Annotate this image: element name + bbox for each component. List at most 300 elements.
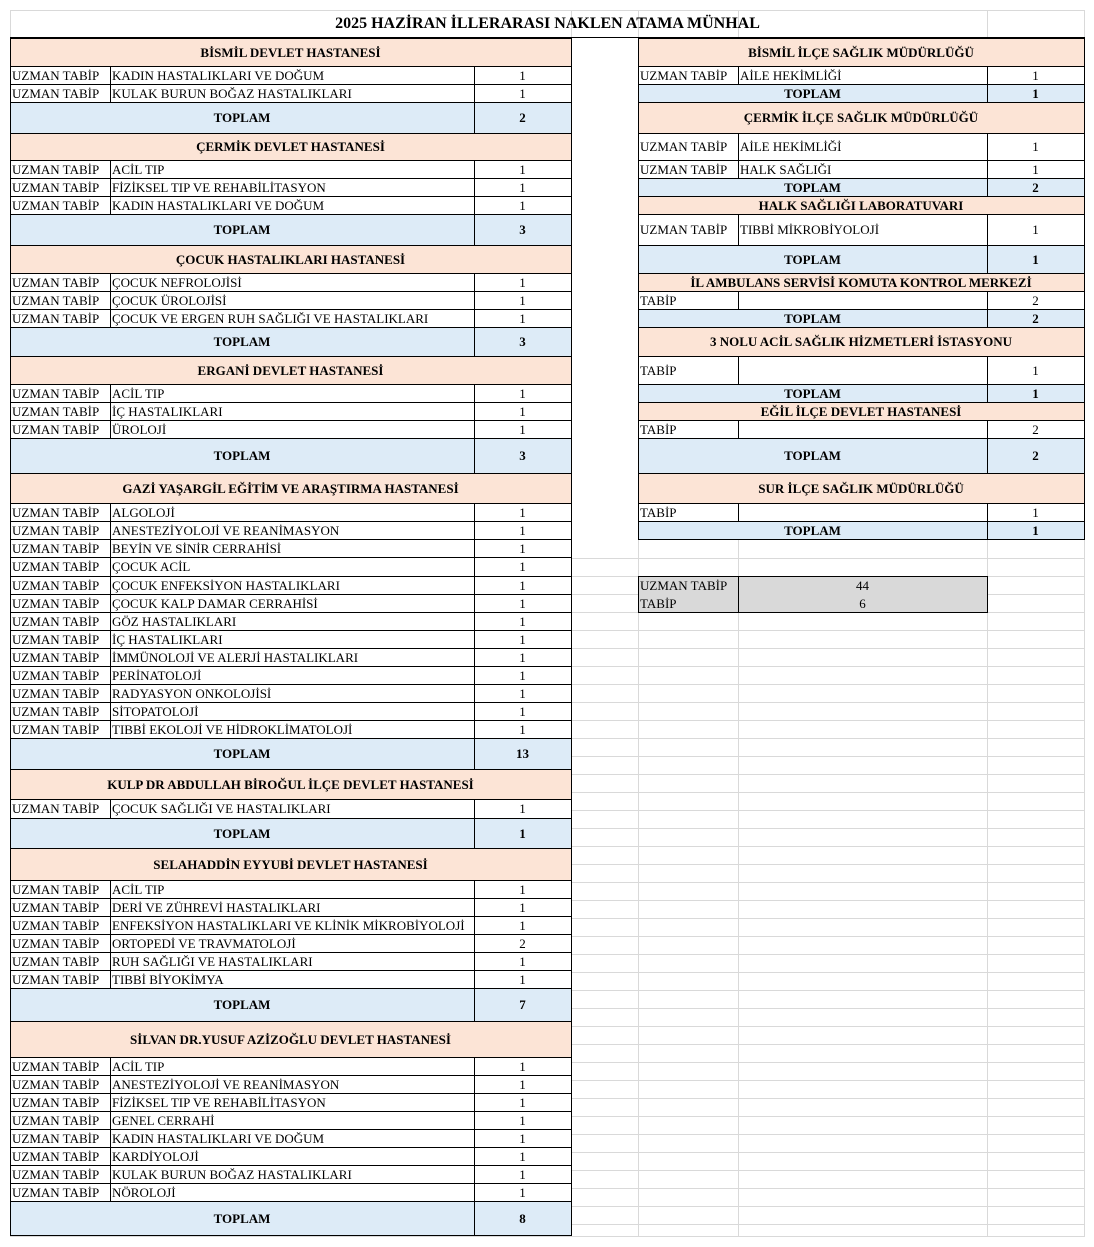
branch-cell[interactable]: ÇOCUK ENFEKSİYON HASTALIKLARI xyxy=(112,577,340,593)
branch-cell[interactable]: FİZİKSEL TIP VE REHABİLİTASYON xyxy=(112,1094,326,1110)
count-cell[interactable]: 1 xyxy=(519,1112,526,1128)
cell-border xyxy=(10,503,11,739)
gridline xyxy=(571,828,1084,829)
cell-border xyxy=(10,848,572,849)
title-cell[interactable]: UZMAN TABİP xyxy=(12,971,100,987)
count-cell[interactable]: 1 xyxy=(519,667,526,683)
cell-border xyxy=(638,214,639,246)
cell-border xyxy=(474,102,475,134)
total-value[interactable]: 3 xyxy=(474,327,571,356)
gridline xyxy=(571,936,1084,937)
cell-border xyxy=(571,799,572,819)
title-cell[interactable]: UZMAN TABİP xyxy=(640,222,728,237)
cell-border xyxy=(1084,402,1085,421)
count-cell[interactable]: 1 xyxy=(519,801,526,816)
gridline xyxy=(571,630,1084,631)
cell-border xyxy=(10,38,11,67)
cell-border xyxy=(474,327,475,357)
count-cell[interactable]: 1 xyxy=(519,1184,526,1200)
title-cell[interactable]: UZMAN TABİP xyxy=(12,595,100,611)
total-value[interactable]: 1 xyxy=(987,384,1084,402)
title-cell[interactable]: TABİP xyxy=(640,362,677,378)
cell-border xyxy=(10,438,11,474)
title-cell[interactable]: UZMAN TABİP xyxy=(12,613,100,629)
count-cell[interactable]: 1 xyxy=(519,613,526,629)
cell-border xyxy=(571,818,572,849)
gridline xyxy=(571,648,1084,649)
cell-border xyxy=(474,438,475,474)
gridline xyxy=(571,810,1084,811)
branch-cell[interactable]: İÇ HASTALIKLARI xyxy=(112,403,223,419)
section-header[interactable]: SİLVAN DR.YUSUF AZİZOĞLU DEVLET HASTANESİ xyxy=(10,1021,571,1057)
count-cell[interactable]: 1 xyxy=(1032,67,1039,83)
summary-value[interactable]: 44 xyxy=(738,576,987,594)
branch-cell[interactable]: GÖZ HASTALIKLARI xyxy=(112,613,237,629)
summary-value[interactable]: 6 xyxy=(738,594,987,612)
count-cell[interactable]: 1 xyxy=(519,522,526,538)
title-cell[interactable]: UZMAN TABİP xyxy=(12,1094,100,1110)
count-cell[interactable]: 1 xyxy=(519,403,526,419)
cell-border xyxy=(638,196,639,215)
section-header[interactable]: ÇERMİK DEVLET HASTANESİ xyxy=(10,133,571,160)
title-cell[interactable]: UZMAN TABİP xyxy=(12,1130,100,1146)
cell-border xyxy=(571,738,572,770)
branch-cell[interactable]: ACİL TIP xyxy=(112,161,165,177)
count-cell[interactable]: 1 xyxy=(519,595,526,611)
title-cell[interactable]: UZMAN TABİP xyxy=(12,631,100,647)
cell-border xyxy=(638,402,639,421)
section-header[interactable]: HALK SAĞLIĞI LABORATUVARI xyxy=(638,196,1084,214)
branch-cell[interactable] xyxy=(738,291,987,309)
cell-border xyxy=(738,291,739,310)
branch-cell[interactable]: ÇOCUK SAĞLIĞI VE HASTALIKLARI xyxy=(112,801,331,816)
branch-cell[interactable]: BEYİN VE SİNİR CERRAHİSİ xyxy=(112,540,282,556)
cell-border xyxy=(1084,420,1085,439)
cell-border xyxy=(571,880,572,989)
total-label[interactable]: TOPLAM xyxy=(638,384,987,402)
cell-border xyxy=(474,738,475,770)
cell-border xyxy=(10,102,11,134)
branch-cell[interactable]: ÇOCUK ACİL xyxy=(112,559,191,574)
total-value[interactable]: 1 xyxy=(474,818,571,848)
branch-cell[interactable]: ANESTEZİYOLOJİ VE REANİMASYON xyxy=(112,522,340,538)
branch-cell[interactable]: SİTOPATOLOJİ xyxy=(112,703,199,719)
total-value[interactable]: 1 xyxy=(987,521,1084,539)
branch-cell[interactable]: DERİ VE ZÜHREVİ HASTALIKLARI xyxy=(112,899,321,915)
count-cell[interactable]: 2 xyxy=(1032,292,1039,308)
cell-border xyxy=(474,799,475,819)
cell-border xyxy=(987,576,988,613)
cell-border xyxy=(638,245,639,274)
section-header[interactable]: BİSMİL DEVLET HASTANESİ xyxy=(10,38,571,66)
cell-border xyxy=(987,309,988,328)
title-cell[interactable]: UZMAN TABİP xyxy=(12,801,100,816)
title-cell[interactable]: UZMAN TABİP xyxy=(12,1076,100,1092)
cell-border xyxy=(987,384,988,403)
count-cell[interactable]: 1 xyxy=(1032,362,1039,378)
title-cell[interactable]: UZMAN TABİP xyxy=(12,1166,100,1182)
title-cell[interactable]: UZMAN TABİP xyxy=(12,899,100,915)
title-cell[interactable]: UZMAN TABİP xyxy=(12,421,100,437)
total-label[interactable]: TOPLAM xyxy=(10,818,474,848)
cell-border xyxy=(571,848,572,881)
title-cell[interactable]: UZMAN TABİP xyxy=(12,1148,100,1164)
cell-border xyxy=(571,66,572,103)
cell-border xyxy=(1084,309,1085,328)
total-value[interactable]: 13 xyxy=(474,738,571,769)
count-cell[interactable]: 1 xyxy=(519,197,526,213)
gridline xyxy=(571,738,1084,739)
cell-border xyxy=(571,214,572,246)
title-cell[interactable]: TABİP xyxy=(640,421,677,437)
title-cell[interactable]: UZMAN TABİP xyxy=(12,385,100,401)
cell-border xyxy=(638,438,639,474)
count-cell[interactable]: 1 xyxy=(519,1076,526,1092)
cell-border xyxy=(571,1201,572,1236)
count-cell[interactable]: 1 xyxy=(1032,504,1039,520)
cell-border xyxy=(638,438,1085,439)
section-header[interactable]: ÇERMİK İLÇE SAĞLIK MÜDÜRLÜĞÜ xyxy=(638,102,1084,133)
branch-cell[interactable]: KARDİYOLOJİ xyxy=(112,1148,199,1164)
cell-border xyxy=(987,503,988,522)
branch-cell[interactable]: TIBBİ EKOLOJİ VE HİDROKLİMATOLOJİ xyxy=(112,721,353,737)
count-cell[interactable]: 1 xyxy=(519,179,526,195)
total-value[interactable]: 7 xyxy=(474,988,571,1021)
cell-border xyxy=(10,738,572,739)
branch-cell[interactable]: ACİL TIP xyxy=(112,1058,165,1074)
gridline xyxy=(571,1134,1084,1135)
cell-border xyxy=(10,1201,572,1202)
title-cell[interactable]: UZMAN TABİP xyxy=(12,649,100,665)
count-cell[interactable]: 1 xyxy=(519,649,526,665)
gridline xyxy=(571,774,1084,775)
count-cell[interactable]: 1 xyxy=(519,917,526,933)
title-cell[interactable]: UZMAN TABİP xyxy=(12,1184,100,1200)
cell-border xyxy=(571,102,572,134)
total-label[interactable]: TOPLAM xyxy=(10,738,474,769)
cell-border xyxy=(110,1057,111,1202)
section-header[interactable]: KULP DR ABDULLAH BİROĞUL İLÇE DEVLET HASTANESİ xyxy=(10,769,571,799)
branch-cell[interactable]: KULAK BURUN BOĞAZ HASTALIKLARI xyxy=(112,85,352,101)
section-header[interactable]: İL AMBULANS SERVİSİ KOMUTA KONTROL MERKEZİ xyxy=(638,273,1084,291)
count-cell[interactable]: 1 xyxy=(519,67,526,83)
total-label[interactable]: TOPLAM xyxy=(10,1201,474,1235)
cell-border xyxy=(638,84,1085,85)
branch-cell[interactable]: ÇOCUK KALP DAMAR CERRAHİSİ xyxy=(112,595,318,611)
title-cell[interactable]: UZMAN TABİP xyxy=(12,504,100,520)
total-value[interactable]: 8 xyxy=(474,1201,571,1235)
gridline xyxy=(571,918,1084,919)
cell-border xyxy=(638,539,1085,540)
cell-border xyxy=(1084,291,1085,310)
count-cell[interactable]: 1 xyxy=(519,577,526,593)
branch-cell[interactable]: RUH SAĞLIĞI VE HASTALIKLARI xyxy=(112,953,313,969)
branch-cell[interactable]: KULAK BURUN BOĞAZ HASTALIKLARI xyxy=(112,1166,352,1182)
count-cell[interactable]: 1 xyxy=(519,85,526,101)
cell-border xyxy=(110,66,111,103)
cell-border xyxy=(571,384,572,439)
gridline xyxy=(571,1026,1084,1027)
cell-border xyxy=(474,1057,475,1202)
count-cell[interactable]: 2 xyxy=(1032,421,1039,437)
branch-cell[interactable]: İMMÜNOLOJİ VE ALERJİ HASTALIKLARI xyxy=(112,649,359,665)
total-label[interactable]: TOPLAM xyxy=(638,84,987,102)
count-cell[interactable]: 1 xyxy=(519,631,526,647)
title-cell[interactable]: UZMAN TABİP xyxy=(12,274,100,290)
branch-cell[interactable]: İÇ HASTALIKLARI xyxy=(112,631,223,647)
count-cell[interactable]: 1 xyxy=(519,292,526,308)
gridline xyxy=(571,1098,1084,1099)
cell-border xyxy=(10,327,572,328)
count-cell[interactable]: 2 xyxy=(519,935,526,951)
cell-border xyxy=(10,356,11,385)
title-cell[interactable]: UZMAN TABİP xyxy=(12,161,100,177)
title-cell[interactable]: UZMAN TABİP xyxy=(12,721,100,737)
cell-border xyxy=(110,503,111,739)
title-cell[interactable]: UZMAN TABİP xyxy=(12,917,100,933)
gridline xyxy=(571,1188,1084,1189)
branch-cell[interactable]: KADIN HASTALIKLARI VE DOĞUM xyxy=(112,1130,325,1146)
branch-cell[interactable]: ACİL TIP xyxy=(112,385,165,401)
branch-cell[interactable]: RADYASYON ONKOLOJİSİ xyxy=(112,685,272,701)
section-header[interactable]: BİSMİL İLÇE SAĞLIK MÜDÜRLÜĞÜ xyxy=(638,38,1084,66)
cell-border xyxy=(638,66,639,85)
cell-border xyxy=(638,84,639,103)
title-cell[interactable]: UZMAN TABİP xyxy=(12,197,100,213)
total-value[interactable]: 3 xyxy=(474,438,571,473)
count-cell[interactable]: 1 xyxy=(519,540,526,556)
branch-cell[interactable]: AİLE HEKİMLİĞİ xyxy=(740,67,842,83)
cell-border xyxy=(638,473,1085,474)
total-label[interactable]: TOPLAM xyxy=(638,521,987,539)
cell-border xyxy=(10,769,572,770)
cell-border xyxy=(10,66,11,103)
cell-border xyxy=(987,84,988,103)
cell-border xyxy=(638,133,639,179)
count-cell[interactable]: 1 xyxy=(519,504,526,520)
branch-cell[interactable]: ÇOCUK ÜROLOJİSİ xyxy=(112,292,227,308)
cell-border xyxy=(1084,356,1085,385)
total-label[interactable]: TOPLAM xyxy=(10,327,474,356)
count-cell[interactable]: 1 xyxy=(519,161,526,177)
title-cell[interactable]: UZMAN TABİP xyxy=(640,161,728,177)
cell-border xyxy=(10,1057,11,1202)
count-cell[interactable]: 1 xyxy=(519,899,526,915)
branch-cell[interactable]: ALGOLOJİ xyxy=(112,504,175,520)
cell-border xyxy=(638,473,639,504)
branch-cell[interactable]: KADIN HASTALIKLARI VE DOĞUM xyxy=(112,67,325,83)
title-cell[interactable]: UZMAN TABİP xyxy=(12,667,100,683)
summary-label[interactable]: TABİP xyxy=(638,594,738,612)
count-cell[interactable]: 1 xyxy=(519,881,526,897)
cell-border xyxy=(10,473,11,504)
count-cell[interactable]: 1 xyxy=(1032,161,1039,177)
cell-border xyxy=(10,133,572,134)
cell-border xyxy=(638,503,639,522)
title-cell[interactable]: UZMAN TABİP xyxy=(12,935,100,951)
cell-border xyxy=(10,473,572,474)
count-cell[interactable]: 1 xyxy=(519,421,526,437)
cell-border xyxy=(738,66,739,85)
total-label[interactable]: TOPLAM xyxy=(10,102,474,133)
cell-border xyxy=(638,102,1085,103)
total-value[interactable]: 2 xyxy=(474,102,571,133)
count-cell[interactable]: 1 xyxy=(519,1148,526,1164)
title-cell[interactable]: UZMAN TABİP xyxy=(12,685,100,701)
branch-cell[interactable]: ACİL TIP xyxy=(112,881,165,897)
gridline xyxy=(571,1062,1084,1063)
count-cell[interactable]: 1 xyxy=(1032,222,1039,237)
cell-border xyxy=(110,799,111,819)
branch-cell[interactable]: TIBBİ BİYOKİMYA xyxy=(112,971,224,987)
title-cell[interactable]: UZMAN TABİP xyxy=(12,67,100,83)
section-header[interactable]: 3 NOLU ACİL SAĞLIK HİZMETLERİ İSTASYONU xyxy=(638,327,1084,356)
count-cell[interactable]: 1 xyxy=(519,703,526,719)
branch-cell[interactable]: KADIN HASTALIKLARI VE DOĞUM xyxy=(112,197,325,213)
cell-border xyxy=(10,245,11,274)
title-cell[interactable]: UZMAN TABİP xyxy=(12,403,100,419)
total-label[interactable]: TOPLAM xyxy=(638,438,987,473)
title-cell[interactable]: UZMAN TABİP xyxy=(640,67,728,83)
branch-cell[interactable]: HALK SAĞLIĞI xyxy=(740,161,832,177)
total-label[interactable]: TOPLAM xyxy=(638,309,987,327)
count-cell[interactable]: 1 xyxy=(519,1166,526,1182)
branch-cell[interactable]: PERİNATOLOJİ xyxy=(112,667,202,683)
gridline xyxy=(571,1080,1084,1081)
title-cell[interactable]: UZMAN TABİP xyxy=(12,559,100,574)
section-header[interactable]: ÇOCUK HASTALIKLARI HASTANESİ xyxy=(10,245,571,273)
section-header[interactable]: SUR İLÇE SAĞLIK MÜDÜRLÜĞÜ xyxy=(638,473,1084,503)
total-label[interactable]: TOPLAM xyxy=(638,178,987,196)
title-cell[interactable]: UZMAN TABİP xyxy=(12,577,100,593)
cell-border xyxy=(10,1021,572,1022)
count-cell[interactable]: 1 xyxy=(519,685,526,701)
title-cell[interactable]: UZMAN TABİP xyxy=(12,292,100,308)
branch-cell[interactable]: AİLE HEKİMLİĞİ xyxy=(740,139,842,154)
branch-cell[interactable]: ÇOCUK VE ERGEN RUH SAĞLIĞI VE HASTALIKLARI xyxy=(112,310,429,326)
cell-border xyxy=(1084,66,1085,85)
title-cell[interactable]: UZMAN TABİP xyxy=(12,85,100,101)
total-label[interactable]: TOPLAM xyxy=(638,245,987,273)
branch-cell[interactable]: GENEL CERRAHİ xyxy=(112,1112,215,1128)
cell-border xyxy=(571,438,572,474)
cell-border xyxy=(10,214,11,246)
section-header[interactable]: ERGANİ DEVLET HASTANESİ xyxy=(10,356,571,384)
gridline xyxy=(571,792,1084,793)
count-cell[interactable]: 1 xyxy=(519,971,526,987)
cell-border xyxy=(987,178,988,197)
section-header[interactable]: GAZİ YAŞARGİL EĞİTİM VE ARAŞTIRMA HASTANESİ xyxy=(10,473,571,503)
branch-cell[interactable]: NÖROLOJİ xyxy=(112,1184,176,1200)
total-value[interactable]: 2 xyxy=(987,178,1084,196)
count-cell[interactable]: 1 xyxy=(519,1094,526,1110)
branch-cell[interactable]: ÇOCUK NEFROLOJİSİ xyxy=(112,274,242,290)
title-cell[interactable]: UZMAN TABİP xyxy=(12,1058,100,1074)
cell-border xyxy=(1084,473,1085,504)
total-value[interactable]: 2 xyxy=(987,438,1084,473)
count-cell[interactable]: 1 xyxy=(1032,139,1039,154)
title-cell[interactable]: UZMAN TABİP xyxy=(12,953,100,969)
branch-cell[interactable]: ENFEKSİYON HASTALIKLARI VE KLİNİK MİKROBİYOLOJİ xyxy=(112,917,465,933)
count-cell[interactable]: 1 xyxy=(519,385,526,401)
count-cell[interactable]: 1 xyxy=(519,274,526,290)
cell-border xyxy=(638,102,639,134)
page-title[interactable]: 2025 HAZİRAN İLLERARASI NAKLEN ATAMA MÜNHAL xyxy=(335,14,760,32)
title-cell[interactable]: TABİP xyxy=(640,292,677,308)
total-value[interactable]: 3 xyxy=(474,214,571,245)
title-cell[interactable]: UZMAN TABİP xyxy=(12,310,100,326)
gridline xyxy=(571,558,1084,559)
cell-border xyxy=(571,988,572,1022)
title-cell[interactable]: UZMAN TABİP xyxy=(12,703,100,719)
cell-border xyxy=(10,799,11,819)
count-cell[interactable]: 1 xyxy=(519,953,526,969)
title-cell[interactable]: UZMAN TABİP xyxy=(12,179,100,195)
cell-border xyxy=(474,384,475,439)
section-header[interactable]: EĞİL İLÇE DEVLET HASTANESİ xyxy=(638,402,1084,420)
count-cell[interactable]: 1 xyxy=(519,559,526,574)
cell-border xyxy=(10,438,572,439)
gridline xyxy=(571,1044,1084,1045)
cell-border xyxy=(474,214,475,246)
title-cell[interactable]: UZMAN TABİP xyxy=(12,1112,100,1128)
cell-border xyxy=(1084,38,1085,67)
title-cell[interactable]: UZMAN TABİP xyxy=(12,881,100,897)
branch-cell[interactable] xyxy=(738,503,987,521)
gridline xyxy=(571,1116,1084,1117)
gridline xyxy=(571,846,1084,847)
total-value[interactable]: 1 xyxy=(987,245,1084,273)
section-header[interactable]: SELAHADDİN EYYUBİ DEVLET HASTANESİ xyxy=(10,848,571,880)
count-cell[interactable]: 1 xyxy=(519,310,526,326)
title-cell[interactable]: UZMAN TABİP xyxy=(640,139,728,154)
branch-cell[interactable]: ANESTEZİYOLOJİ VE REANİMASYON xyxy=(112,1076,340,1092)
title-cell[interactable]: TABİP xyxy=(640,504,677,520)
branch-cell[interactable] xyxy=(738,356,987,384)
cell-border xyxy=(10,1235,572,1236)
count-cell[interactable]: 1 xyxy=(519,1130,526,1146)
cell-border xyxy=(10,160,11,215)
cell-border xyxy=(638,521,639,540)
count-cell[interactable]: 1 xyxy=(519,1058,526,1074)
gridline xyxy=(571,990,1084,991)
branch-cell[interactable]: TIBBİ MİKROBİYOLOJİ xyxy=(740,222,880,237)
title-cell[interactable]: UZMAN TABİP xyxy=(12,522,100,538)
branch-cell[interactable]: ÜROLOJİ xyxy=(112,421,167,437)
total-value[interactable]: 2 xyxy=(987,309,1084,327)
count-cell[interactable]: 1 xyxy=(519,721,526,737)
cell-border xyxy=(571,473,572,504)
total-label[interactable]: TOPLAM xyxy=(10,438,474,473)
cell-border xyxy=(571,273,572,328)
summary-label[interactable]: UZMAN TABİP xyxy=(638,576,738,594)
cell-border xyxy=(987,438,988,474)
branch-cell[interactable]: FİZİKSEL TIP VE REHABİLİTASYON xyxy=(112,179,326,195)
total-label[interactable]: TOPLAM xyxy=(10,214,474,245)
cell-border xyxy=(10,356,572,357)
cell-border xyxy=(1084,196,1085,215)
total-value[interactable]: 1 xyxy=(987,84,1084,102)
branch-cell[interactable]: ORTOPEDİ VE TRAVMATOLOJİ xyxy=(112,935,296,951)
cell-border xyxy=(638,245,1085,246)
branch-cell[interactable] xyxy=(738,420,987,438)
cell-border xyxy=(10,738,11,770)
cell-border xyxy=(10,1021,11,1058)
cell-border xyxy=(110,273,111,328)
total-label[interactable]: TOPLAM xyxy=(10,988,474,1021)
title-cell[interactable]: UZMAN TABİP xyxy=(12,540,100,556)
cell-border xyxy=(10,327,11,357)
